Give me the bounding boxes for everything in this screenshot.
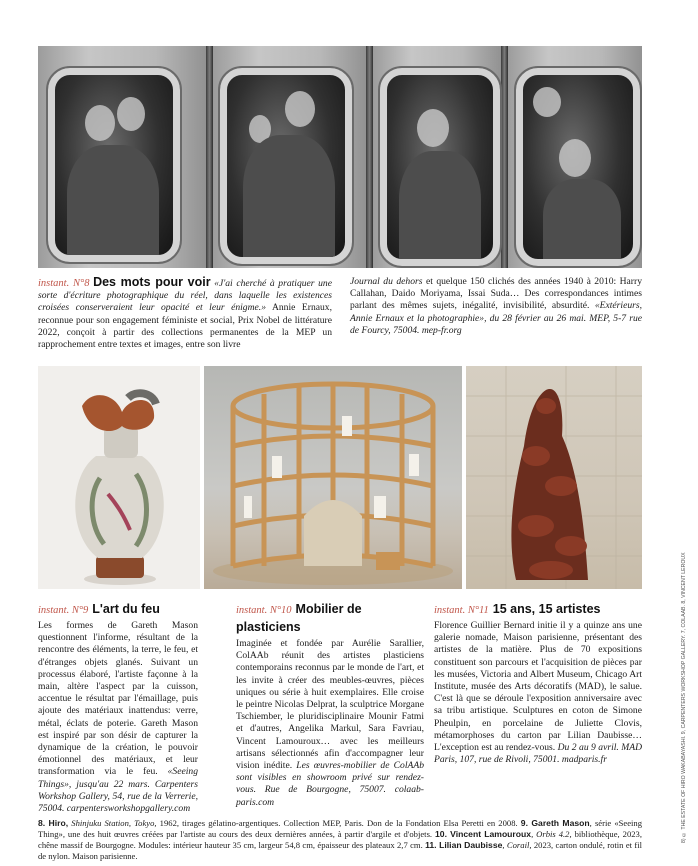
caption-10-title: , Orbis 4.2,	[531, 829, 572, 839]
article-9-title: L'art du feu	[92, 602, 160, 616]
article-11	[434, 600, 642, 766]
caption-9-number: 9. Gareth Mason	[520, 818, 590, 828]
article-9	[38, 600, 198, 815]
article-11-body: Florence Guillier Bernard initie il y a quinze ans une galerie nomade, Maison parisienne, présentant des artistes de la matière. Plus de 70 expositions constituent son parcours et l'acquisition de pièces par les musées, Victoria and Albert Museum, Chicago Art Institute, musée des Arts décoratifs (MAD), le salue. C'est là que se déroule l'exposition anniversaire avec sa tribu artistique. Sculptures en coton de Simone Pheulpin, en porcelaine de Juliette Clovis, métamorphoses du carton par Lilian Daubisse… L'exception est au rendez-vous.	[434, 620, 642, 754]
caption-11-title: , Corail,	[502, 840, 532, 850]
article-10-title: Mobilier de plasticiens	[236, 602, 362, 634]
article-8-label: instant. N°8	[38, 278, 90, 289]
article-11-label: instant. N°11	[434, 605, 489, 616]
article-8-info: «Extérieurs, Annie Ernaux et la photographie», du 28 février au 26 mai. MEP, 5-7 rue de Fourcy, 75004. mep-fr.org	[350, 300, 642, 336]
train-window-4	[516, 68, 640, 266]
caption-10-text: bibliothèque, 2023, chêne massif de Bourgogne. Modules: intérieur hauteur 35 cm, largeur 54,8 cm, épaisseur des plateaux 2,7 cm.	[38, 829, 642, 850]
article-10-info: Les œuvres-mobilier de ColAAb sont visibles en showroom privé sur rendez-vous. Rue de Bourgogne, 75007. colaab-paris.com	[236, 760, 424, 808]
article-8-book: Journal du dehors	[350, 276, 423, 287]
cardboard-coral-sculpture-photo	[466, 366, 642, 589]
article-10-body: Imaginée et fondée par Aurélie Sarallier, ColAAb réunit des artistes plasticiens contemporains reconnus par le monde de l'art, et les invite à créer des meubles-œuvres, pièces uniques ou série à huit exemplaires. Elle croise le peintre Nicolas Delprat, la sculptrice Morgane Tschiember, le pluridisciplinaire Mounir Fatmi et d'autres, Angelika Markul, Sara Favriau, Vincent Lamouroux… avec les meilleurs artisans sélectionnés afin d'accompagner leur vision inédite.	[236, 638, 424, 772]
article-8-col-1	[38, 276, 332, 351]
train-window-2	[220, 68, 352, 264]
train-windows-photo	[38, 46, 642, 268]
photo-captions	[38, 818, 642, 862]
bookshelf-sculpture-photo	[204, 366, 462, 589]
caption-8-title: Shinjuku Station, Tokyo,	[68, 818, 157, 828]
article-11-title: 15 ans, 15 artistes	[492, 602, 601, 616]
article-10-label: instant. N°10	[236, 605, 292, 616]
caption-11-number: 11. Lilian Daubisse	[425, 840, 503, 850]
article-9-info: «Seeing Things», jusqu'au 22 mars. Carpenters Workshop Gallery, 54, rue de la Verrerie, 75004. carpentersworkshopgallery.com	[38, 766, 198, 815]
article-8-title: Des mots pour voir	[93, 275, 211, 289]
article-8-body: Annie Ernaux, reconnue pour son engagement féministe et social, Prix Nobel de littérature 2022, conçoit à partir des collections permanentes de la MEP un rapprochement entre textes et images, entre son livre	[38, 302, 332, 351]
article-8-body-2: et quelque 150 clichés des années 1940 à 2010: Harry Callahan, Daido Moriyama, Issai Suda… Des correspondances intimes parlant des mêmes sujets, inégalité, invisibilité, absurdité.	[350, 276, 642, 312]
article-11-info: Du 2 au 9 avril. MAD Paris, 107, rue de Rivoli, 75001. madparis.fr	[434, 742, 643, 766]
train-window-3	[380, 68, 500, 266]
article-10-text	[236, 638, 424, 809]
article-9-body: Les formes de Gareth Mason questionnent l'informe, résultant de la rencontre des éléments, la terre, le feu, et d'étranges objets glanés. Suivant un processus élaboré, l'artiste façonne à la main, altère l'aspect par la cuisson, accentue le résultat par l'émaillage, puis ajoute des matériaux inattendus: verre, métal, éclats de poterie. Gareth Mason est inspiré par son désir de capturer la dynamique de la création, le pouvoir émotionnel des matériaux, et leur transformation via le feu.	[38, 620, 198, 778]
article-8-col-2	[350, 276, 642, 337]
article-8-quote: «J'ai cherché à pratiquer une sorte d'écriture photographique du réel, dans laquelle les existences croisées conserveraient leur opacité et leur énigme.»	[38, 278, 332, 314]
caption-8-number: 8. Hiro,	[38, 818, 69, 828]
article-10	[236, 600, 424, 809]
caption-9-text: , série «Seeing Thing», une des huit œuvres créées par l'artiste au cours des deux dernières années, à partir d'argile et d'objets.	[38, 818, 643, 839]
caption-8-text: 1962, tirages gélatino-argentiques. Collection MEP, Paris. Don de la Fondation Elsa Peretti en 2008.	[156, 818, 521, 828]
train-window-1	[48, 68, 180, 262]
vase-sculpture-photo	[38, 366, 200, 589]
article-9-text	[38, 620, 198, 815]
caption-10-number: 10. Vincent Lamouroux	[435, 829, 532, 839]
article-9-label: instant. N°9	[38, 605, 89, 616]
article-11-text	[434, 620, 642, 766]
caption-11-text: 2023, carton ondulé, rotin et fil de nylon. Maison parisienne.	[38, 840, 643, 861]
photo-credits: 8) © THE ESTATE OF HIRO WAKABAYASHI. 9, CARPENTERS WORKSHOP GALLERY. 7, COLAAB. 8, VINCENT LEROUX	[681, 552, 687, 843]
